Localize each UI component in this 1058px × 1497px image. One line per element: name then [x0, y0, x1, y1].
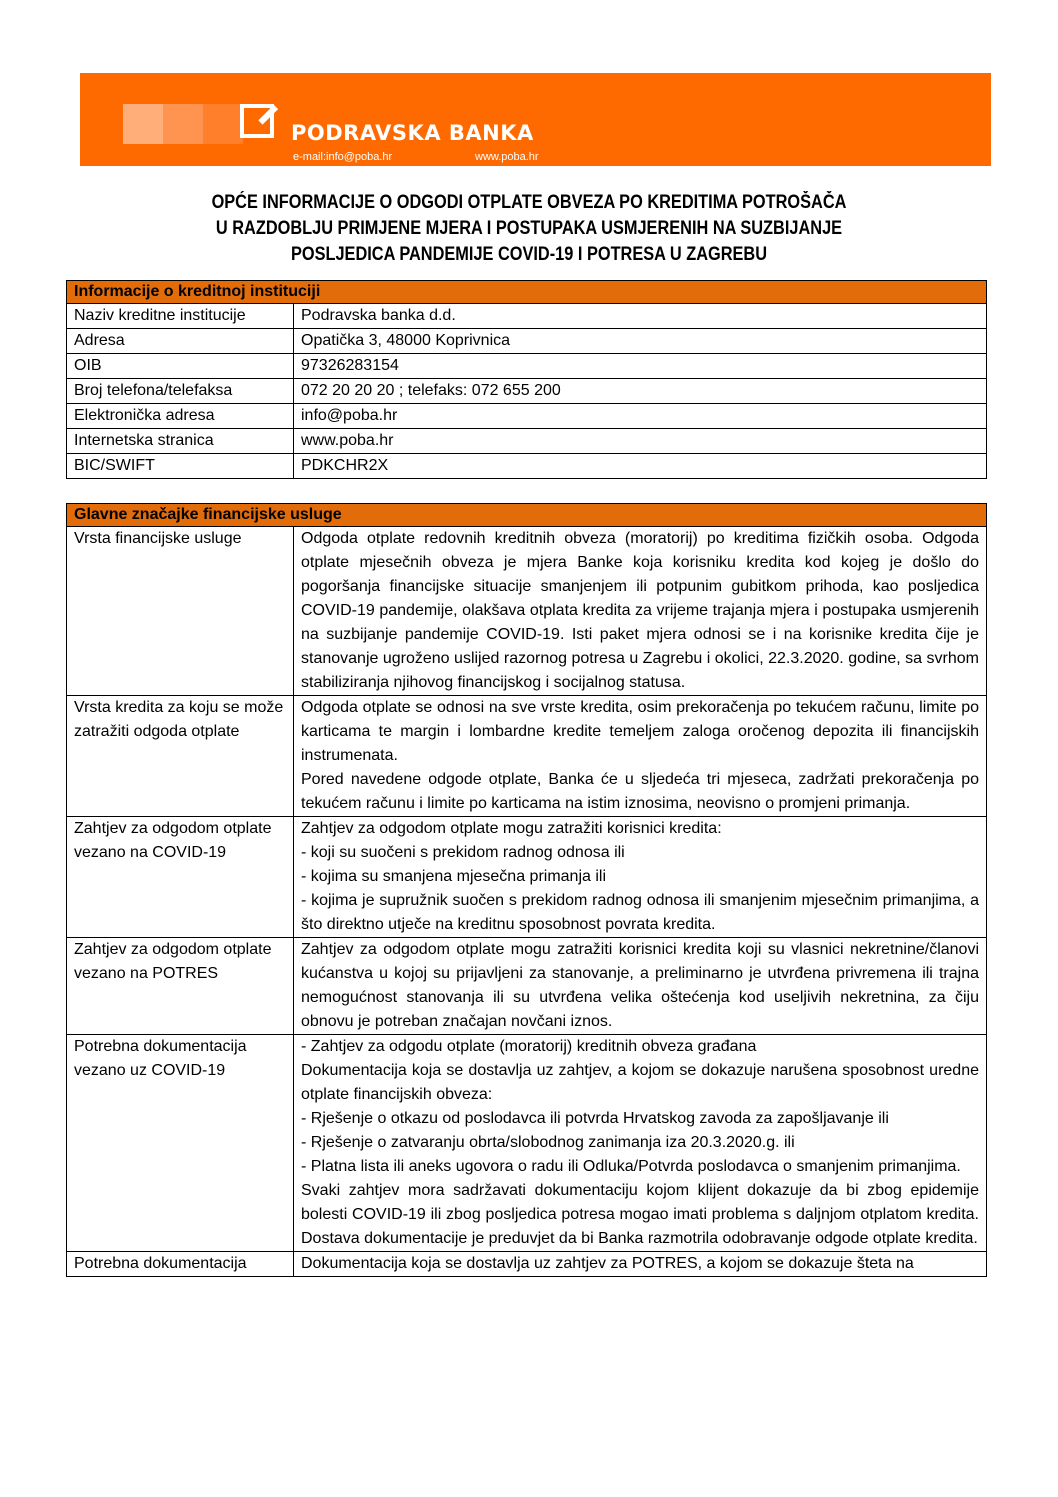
row-value: www.poba.hr [294, 429, 987, 454]
table-row [67, 696, 987, 817]
table-row [67, 527, 987, 696]
paragraph: Pored navedene odgode otplate, Banka će u sljedeća tri mjeseca, zadržati prekoračenja po tekućem računu i limite po karticama na istim iznosima, neovisno o promjeni primanja. [301, 771, 979, 812]
row-label: Elektronička adresa [67, 404, 294, 429]
logo-fade-square [123, 104, 163, 144]
table-row [67, 404, 987, 429]
row-value [294, 1035, 987, 1252]
paragraph: Dokumentacija koja se dostavlja uz zahtjev, a kojom se dokazuje narušena sposobnost uredne otplate financijskih obveza: [301, 1062, 979, 1103]
paragraph: Zahtjev za odgodom otplate mogu zatražiti korisnici kredita koji su vlasnici nekretnine/članovi kućanstva u kojoj su prijavljeni za stanovanje, a preliminarno je utvrđena privremena ili trajna nemogućnost stanovanja ili su utvrđena velika oštećenja kod useljivih nekretnina, za čiju obnovu je potreban značajan novčani iznos. [301, 941, 979, 1030]
row-label: Naziv kreditne institucije [67, 304, 294, 329]
row-value [294, 527, 987, 696]
table-header: Glavne značajke financijske usluge [67, 504, 987, 527]
row-label: OIB [67, 354, 294, 379]
row-value: Opatička 3, 48000 Koprivnica [294, 329, 987, 354]
row-value: Podravska banka d.d. [294, 304, 987, 329]
paragraph: Zahtjev za odgodom otplate mogu zatražiti korisnici kredita: [301, 820, 722, 837]
paragraph: - Zahtjev za odgodu otplate (moratorij) kreditnih obveza građana [301, 1038, 757, 1055]
row-label: Broj telefona/telefaksa [67, 379, 294, 404]
paragraph: - koji su suočeni s prekidom radnog odnosa ili [301, 844, 625, 861]
row-value: 97326283154 [294, 354, 987, 379]
row-label: Vrsta kredita za koju se može zatražiti odgoda otplate [67, 696, 294, 817]
row-label: Zahtjev za odgodom otplate vezano na POTRES [67, 938, 294, 1035]
table-row [67, 354, 987, 379]
table-row [67, 429, 987, 454]
row-value: 072 20 20 20 ; telefaks: 072 655 200 [294, 379, 987, 404]
table-row [67, 1035, 987, 1252]
paragraph: - Rješenje o zatvaranju obrta/slobodnog zanimanja iza 20.3.2020.g. ili [301, 1134, 795, 1151]
document-title [74, 190, 984, 268]
row-value [294, 1252, 987, 1277]
row-value: info@poba.hr [294, 404, 987, 429]
table-row [67, 454, 987, 479]
row-label: BIC/SWIFT [67, 454, 294, 479]
table-row [67, 1252, 987, 1277]
header-email: e-mail:info@poba.hr [293, 151, 393, 163]
title-line: OPĆE INFORMACIJE O ODGODI OTPLATE OBVEZA PO KREDITIMA POTROŠAČA [211, 192, 847, 213]
row-label: Potrebna dokumentacija vezano uz COVID-19 [67, 1035, 294, 1252]
row-value [294, 817, 987, 938]
title-line: U RAZDOBLJU PRIMJENE MJERA I POSTUPAKA USMJERENIH NA SUZBIJANJE [215, 218, 843, 239]
row-value [294, 938, 987, 1035]
row-value [294, 696, 987, 817]
table-row [67, 938, 987, 1035]
brand-name: PODRAVSKA BANKA [291, 121, 534, 145]
paragraph: Odgoda otplate se odnosi na sve vrste kredita, osim prekoračenja po tekućem računu, limite po karticama te margin i lombardne kredite temeljem zaloga oročenog depozita ili financijskih instrumenata. [301, 699, 979, 764]
row-label: Potrebna dokumentacija [67, 1252, 294, 1277]
institution-info-table [66, 280, 987, 479]
row-label: Zahtjev za odgodom otplate vezano na COVID-19 [67, 817, 294, 938]
header-website: www.poba.hr [475, 151, 539, 163]
bank-logo-icon [240, 104, 274, 138]
row-label: Vrsta financijske usluge [67, 527, 294, 696]
paragraph: - kojima je supružnik suočen s prekidom radnog odnosa ili smanjenim mjesečnim primanjima, a što direktno utječe na kreditnu sposobnost povrata kredita. [301, 892, 979, 933]
paragraph: Dokumentacija koja se dostavlja uz zahtjev za POTRES, a kojom se dokazuje šteta na [301, 1255, 914, 1272]
logo-fade-square [163, 104, 203, 144]
paragraph: Odgoda otplate redovnih kreditnih obveza (moratorij) po kreditima fizičkih osoba. Odgoda otplate mjesečnih obveza je mjera Banke koja korisniku kredita kod kojeg je došlo do pogoršanja financijske situacije smanjenjem ili potpunim gubitkom prihoda, kao posljedica COVID-19 pandemije, olakšava otplata kredita za vrijeme trajanja mjera i postupaka usmjerenih na suzbijanje pandemije COVID-19. Isti paket mjera odnosi se i na korisnike kredita čije je stanovanje ugroženo uslijed razornog potresa u Zagrebu i okolici, 22.3.2020. godine, sa svrhom stabiliziranja njihovog financijskog i socijalnog statusa. [301, 530, 979, 691]
table-header: Informacije o kreditnoj instituciji [67, 281, 987, 304]
paragraph: - Platna lista ili aneks ugovora o radu ili Odluka/Potvrda poslodavca o smanjenim primanjima. [301, 1158, 961, 1175]
paragraph: - kojima su smanjena mjesečna primanja ili [301, 868, 607, 885]
table-row [67, 329, 987, 354]
title-line: POSLJEDICA PANDEMIJE COVID-19 I POTRESA U ZAGREBU [290, 244, 768, 265]
logo-fade-square [203, 104, 243, 144]
row-value: PDKCHR2X [294, 454, 987, 479]
table-row [67, 379, 987, 404]
paragraph: Svaki zahtjev mora sadržavati dokumentaciju kojom klijent dokazuje da bi zbog epidemije bolesti COVID-19 ili zbog posljedica potresa mogao imati problema s daljnjom otplatom kredita. Dostava dokumentacije je preduvjet da bi Banka razmotrila odobravanje odgode otplate kredita. [301, 1182, 979, 1247]
table-row [67, 817, 987, 938]
row-label: Internetska stranica [67, 429, 294, 454]
service-features-table [66, 503, 987, 1277]
row-label: Adresa [67, 329, 294, 354]
table-row [67, 304, 987, 329]
paragraph: - Rješenje o otkazu od poslodavca ili potvrda Hrvatskog zavoda za zapošljavanje ili [301, 1110, 889, 1127]
bank-header-banner [80, 73, 991, 166]
